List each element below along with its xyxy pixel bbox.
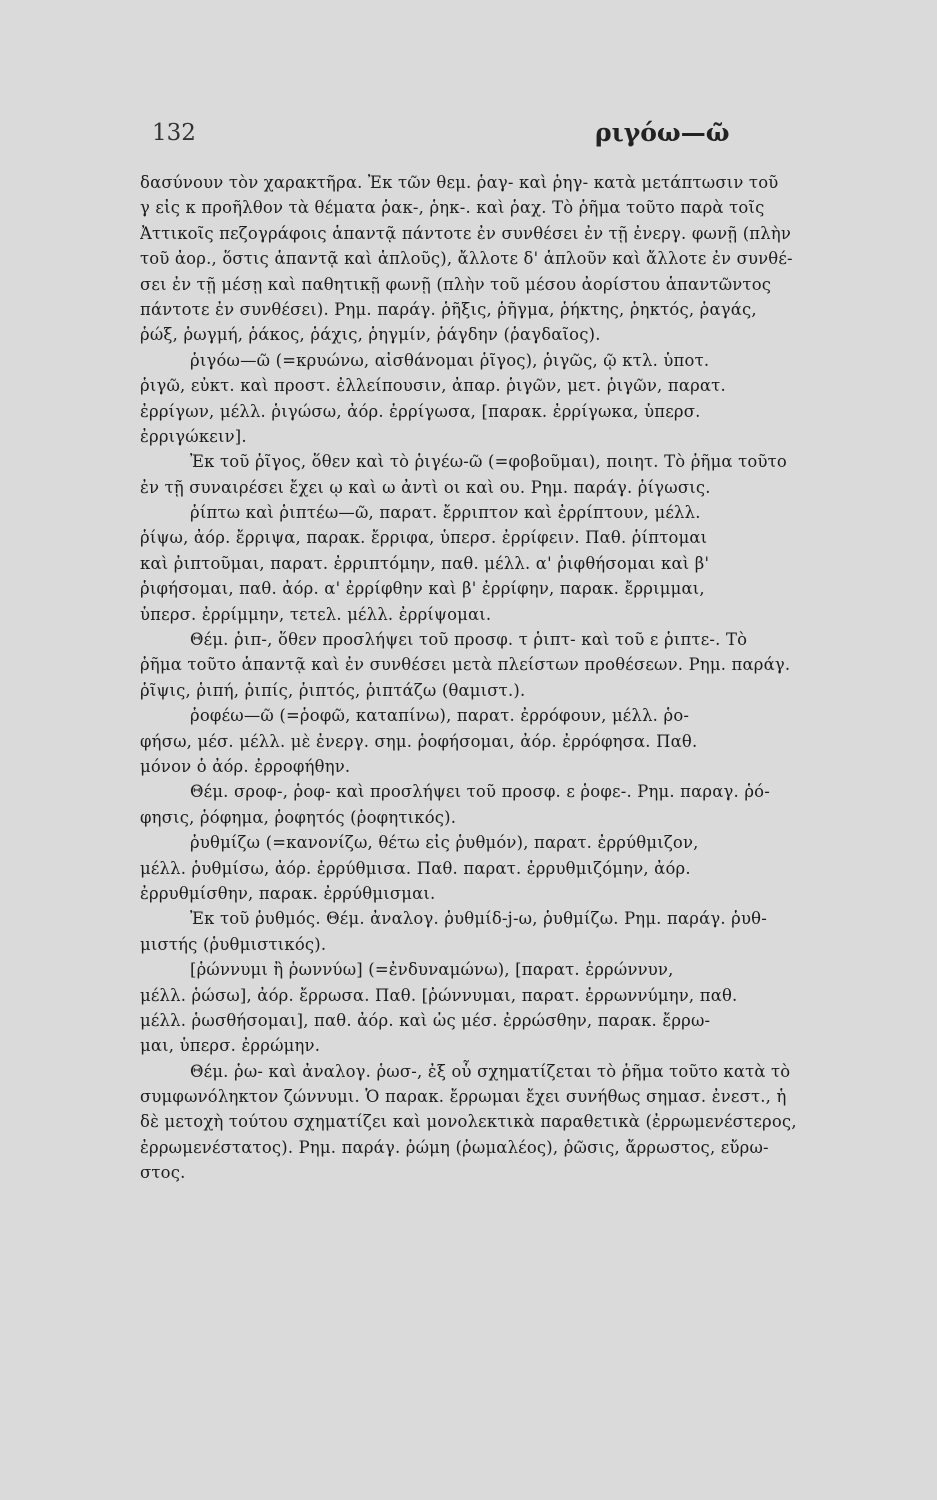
text-line: ἐρρίγων, μέλλ. ῥιγώσω, ἀόρ. ἐρρίγωσα, [παρακ. ἐρρίγωκα, ὑπερσ.	[140, 401, 701, 421]
running-title: ριγόω—ῶ	[595, 118, 730, 147]
etymology-line: Ἐκ τοῦ ῥυθμός. Θέμ. ἀναλογ. ῥυθμίδ-j-ω, ῥυθμίζω. Ρημ. παράγ. ῥυθ-	[190, 909, 767, 929]
etymology-line: Θέμ. σροφ-, ῥοφ- καὶ προσλήψει τοῦ προσφ. ε ῥοφε-. Ρημ. παραγ. ῥό-	[190, 782, 770, 802]
etymology-line: Θέμ. ῥιπ-, ὅθεν προσλήψει τοῦ προσφ. τ ῥιπτ- καὶ τοῦ ε ῥιπτε-. Τὸ	[190, 630, 748, 650]
text-line: μιστής (ῥυθμιστικός).	[140, 934, 327, 954]
text-line: πάντοτε ἐν συνθέσει). Ρημ. παράγ. ῥῆξις, ῥῆγμα, ῥήκτης, ῥηκτός, ῥαγάς,	[140, 299, 757, 319]
text-line: φήσω, μέσ. μέλλ. μὲ ἐνεργ. σημ. ῥοφήσομαι, ἀόρ. ἐρρόφησα. Παθ.	[140, 731, 698, 751]
text-line: ἐρριγώκειν].	[140, 426, 247, 446]
text-line: ῥίψω, ἀόρ. ἔρριψα, παρακ. ἔρριφα, ὑπερσ. ἐρρίφειν. Παθ. ῥίπτομαι	[140, 528, 708, 548]
entry-headword-line: ῥίπτω καὶ ῥιπτέω—ῶ, παρατ. ἔρριπτον καὶ ἐρρίπτουν, μέλλ.	[190, 503, 701, 523]
text-line: ὑπερσ. ἐρρίμμην, τετελ. μέλλ. ἐρρίψομαι.	[140, 604, 492, 624]
text-line: μόνον ὁ ἀόρ. ἐρροφήθην.	[140, 756, 351, 776]
text-line: δασύνουν τὸν χαρακτῆρα. Ἐκ τῶν θεμ. ῥαγ- καὶ ῥηγ- κατὰ μετάπτωσιν τοῦ	[140, 173, 779, 192]
text-line: μέλλ. ῥώσω], ἀόρ. ἔρρωσα. Παθ. [ῥώννυμαι, παρατ. ἐρρωννύμην, παθ.	[140, 985, 738, 1005]
text-line: μαι, ὑπερσ. ἐρρώμην.	[140, 1036, 321, 1056]
text-line: ῥώξ, ῥωγμή, ῥάκος, ῥάχις, ῥηγμίν, ῥάγδην (ῥαγδαῖος).	[140, 325, 601, 345]
text-line: ἐρρωμενέστατος). Ρημ. παράγ. ῥώμη (ῥωμαλέος), ῥῶσις, ἄρρωστος, εὔρω-	[140, 1137, 769, 1157]
text-line: καὶ ῥιπτοῦμαι, παρατ. ἐρριπτόμην, παθ. μέλλ. α' ῥιφθήσομαι καὶ β'	[140, 553, 710, 573]
text-line: δὲ μετοχὴ τούτου σχηματίζει καὶ μονολεκτικὰ παραθετικὰ (ἐρρωμενέστερος,	[140, 1112, 797, 1132]
etymology-line: Ἐκ τοῦ ῥῖγος, ὅθεν καὶ τὸ ῥιγέω-ῶ (=φοβοῦμαι), ποιητ. Τὸ ῥῆμα τοῦτο	[190, 452, 787, 472]
entry-headword-line: ῥυθμίζω (=κανονίζω, θέτω εἰς ῥυθμόν), παρατ. ἐρρύθμιζον,	[190, 833, 699, 853]
text-line: σει ἐν τῇ μέσῃ καὶ παθητικῇ φωνῇ (πλὴν τοῦ μέσου ἀορίστου ἁπαντῶντος	[140, 274, 772, 294]
text-line: γ εἰς κ προῆλθον τὰ θέματα ῥακ-, ῥηκ-. καὶ ῥαχ. Τὸ ῥῆμα τοῦτο παρὰ τοῖς	[140, 198, 765, 218]
entry-headword-line: ῥιγόω—ῶ (=κρυώνω, αἰσθάνομαι ῥῖγος), ῥιγῶς, ῷ κτλ. ὑποτ.	[190, 350, 710, 370]
text-line: Ἀττικοῖς πεζογράφοις ἁπαντᾷ πάντοτε ἐν συνθέσει ἐν τῇ ἐνεργ. φωνῇ (πλὴν	[140, 223, 792, 243]
text-line: ῥιφήσομαι, παθ. ἀόρ. α' ἐρρίφθην καὶ β' ἐρρίφην, παρακ. ἔρριμμαι,	[140, 579, 705, 599]
page-number: 132	[152, 120, 196, 146]
page-header	[140, 120, 877, 152]
text-line: μέλλ. ῥωσθήσομαι], παθ. ἀόρ. καὶ ὡς μέσ. ἐρρώσθην, παρακ. ἔρρω-	[140, 1010, 711, 1030]
text-line: στος.	[140, 1163, 186, 1183]
text-line: ἐν τῇ συναιρέσει ἔχει ῳ καὶ ω ἀντὶ οι καὶ ου. Ρημ. παράγ. ῥίγωσις.	[140, 477, 711, 497]
text-line: ἐρρυθμίσθην, παρακ. ἐρρύθμισμαι.	[140, 883, 436, 903]
etymology-line: Θέμ. ῥω- καὶ ἀναλογ. ῥωσ-, ἐξ οὗ σχηματίζεται τὸ ῥῆμα τοῦτο κατὰ τὸ	[190, 1061, 791, 1081]
text-line: ῥιγῶ, εὐκτ. καὶ προστ. ἐλλείπουσιν, ἀπαρ. ῥιγῶν, μετ. ῥιγῶν, παρατ.	[140, 376, 726, 396]
text-line: συμφωνόληκτον ζώννυμι. Ὁ παρακ. ἔρρωμαι ἔχει συνήθως σημασ. ἐνεστ., ἡ	[140, 1087, 787, 1107]
text-line: μέλλ. ῥυθμίσω, ἀόρ. ἐρρύθμισα. Παθ. παρατ. ἐρρυθμιζόμην, ἀόρ.	[140, 858, 691, 878]
text-line: ῥῖψις, ῥιπή, ῥιπίς, ῥιπτός, ῥιπτάζω (θαμιστ.).	[140, 680, 526, 700]
text-line: φησις, ῥόφημα, ῥοφητός (ῥοφητικός).	[140, 807, 457, 827]
entry-headword-line: ῥοφέω—ῶ (=ῥοφῶ, καταπίνω), παρατ. ἐρρόφουν, μέλλ. ῥο-	[190, 706, 690, 726]
text-line: ῥῆμα τοῦτο ἁπαντᾷ καὶ ἐν συνθέσει μετὰ πλείστων προθέσεων. Ρημ. παράγ.	[140, 655, 791, 675]
entry-headword-line: [ῥώννυμι ἢ ῥωννύω] (=ἐνδυναμώνω), [παρατ. ἐρρώννυν,	[190, 960, 674, 980]
dictionary-text	[140, 170, 910, 1186]
text-line: τοῦ ἀορ., ὅστις ἁπαντᾷ καὶ ἁπλοῦς), ἄλλοτε δ' ἁπλοῦν καὶ ἄλλοτε ἐν συνθέ-	[140, 249, 793, 269]
